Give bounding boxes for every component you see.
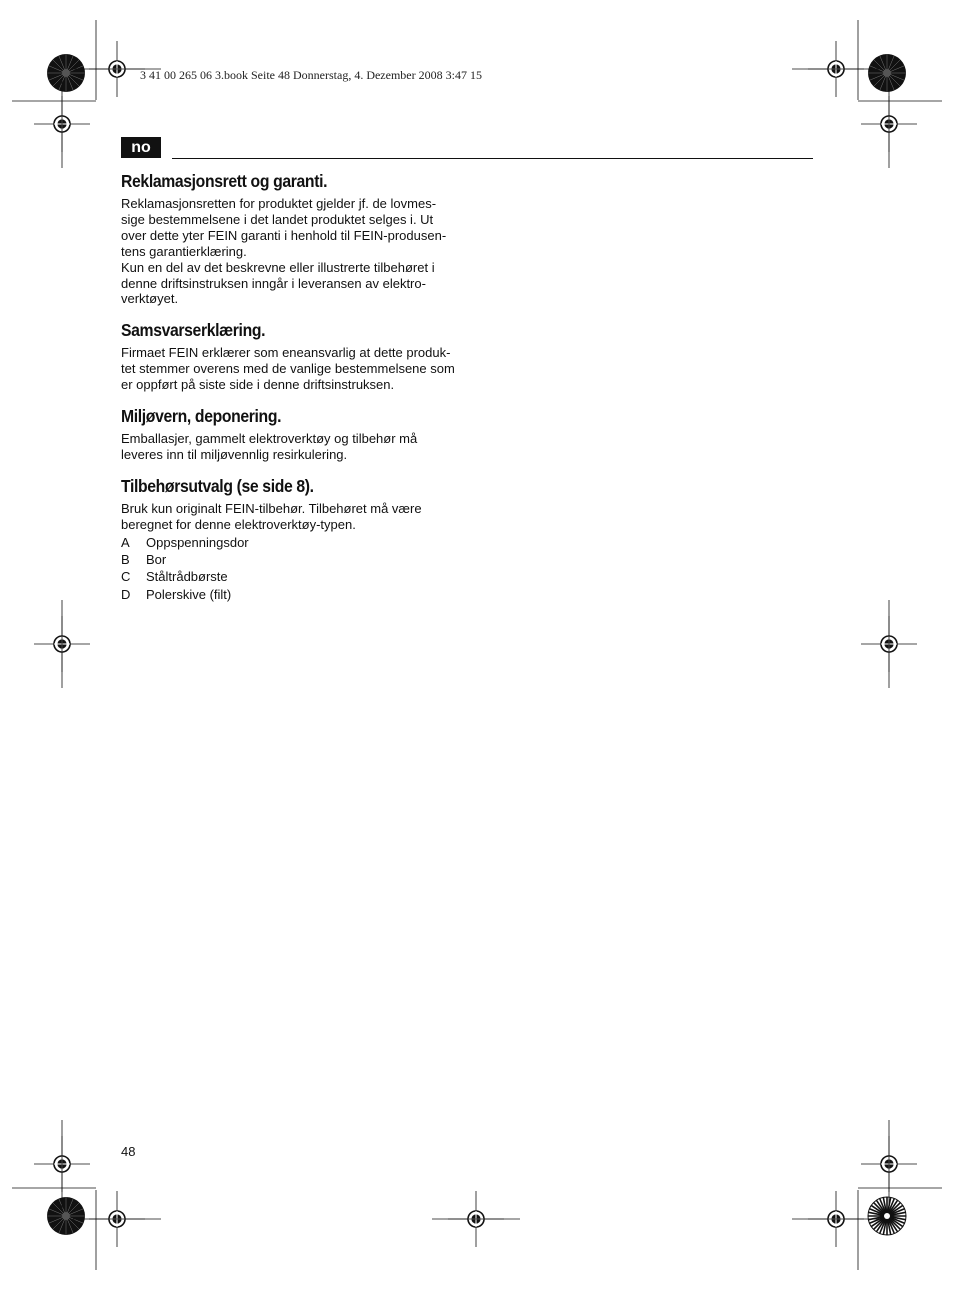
list-item [121,551,466,568]
section-title: Reklamasjonsrett og garanti. [121,171,328,191]
item-text: Polerskive (filt) [146,586,232,602]
list-item [121,534,466,551]
section-declaration [121,319,466,393]
language-badge: no [121,137,161,158]
item-letter: A [121,534,130,550]
section-environment [121,405,466,463]
paragraph: Reklamasjonsretten for produktet gjelder jf. de lovmes- sige bestemmelsene i det landet produktet selges i. Ut over dette yter FEIN garanti i henhold til FEIN-produsen- tens garantierklæring. [121,196,447,259]
list-item [121,568,466,585]
section-title: Miljøvern, deponering. [121,406,282,427]
section-warranty [121,170,466,307]
file-info-header: 3 41 00 265 06 3.book Seite 48 Donnerstag, 4. Dezember 2008 3:47 15 [140,68,482,82]
header-rule [172,158,813,159]
item-text: Ståltrådbørste [146,569,228,585]
item-text: Bor [146,551,167,567]
paragraph: Firmaet FEIN erklærer som eneansvarlig at dette produk- tet stemmer overens med de vanlige bestemmelsene som er oppført på siste side i denne driftsinstruksen. [121,345,455,393]
page-number: 48 [121,1144,136,1159]
item-letter: C [121,569,131,585]
section-accessories [121,475,466,603]
section-title: Tilbehørsutvalg (se side 8). [121,475,314,496]
paragraph: Kun en del av det beskrevne eller illustrerte tilbehøret i denne driftsinstruksen inngår i leveransen av elektro- verktøyet. [121,259,435,307]
accessory-list [121,534,466,603]
item-text: Oppspenningsdor [146,534,249,550]
paragraph: Emballasjer, gammelt elektroverktøy og tilbehør må leveres inn til miljøvennlig resirkulering. [121,431,418,462]
item-letter: B [121,551,130,567]
item-letter: D [121,586,131,602]
list-item [121,586,466,603]
paragraph: Bruk kun originalt FEIN-tilbehør. Tilbehøret må være beregnet for denne elektroverktøy-typen. [121,500,422,532]
main-content [121,170,466,615]
section-title: Samsvarserklæring. [121,320,266,341]
